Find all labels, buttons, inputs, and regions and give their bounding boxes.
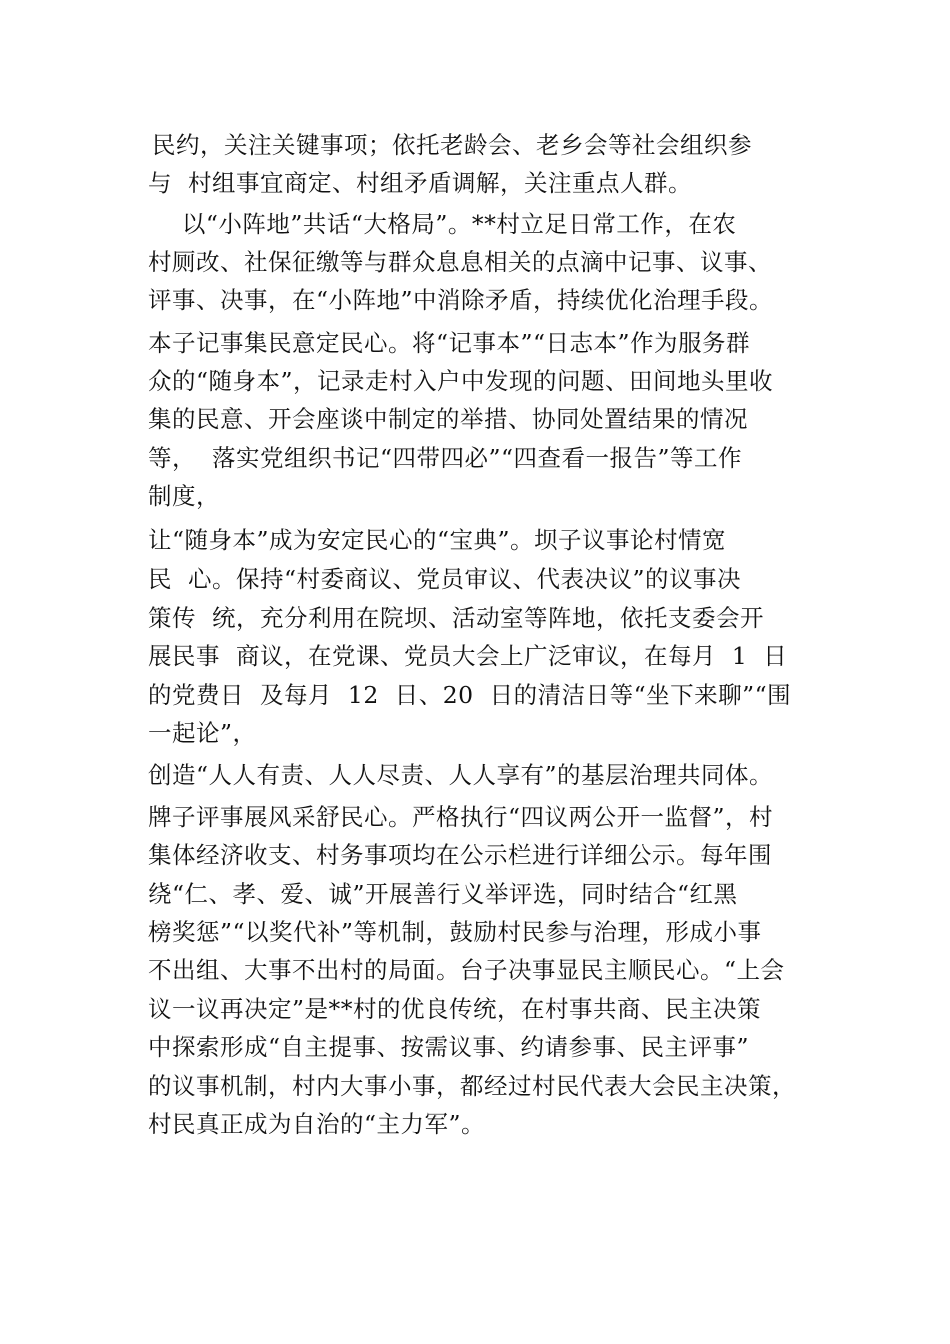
text-line-4: 村厕改、社保征缴等与群众息息相关的点滴中记事、议事、 xyxy=(148,248,772,276)
text-line-5: 评事、决事，在“小阵地”中消除矛盾，持续优化治理手段。 xyxy=(148,286,774,314)
text-line-15: 的党费日 及每月 12 日、20 日的清洁日等“坐下来聊”“围 xyxy=(148,681,792,709)
text-line-16: 一起论”， xyxy=(148,719,257,747)
text-line-11: 让“随身本”成为安定民心的“宝典”。坝子议事论村情宽 xyxy=(148,526,727,554)
text-line-6: 本子记事集民意定民心。将“记事本”“日志本”作为服务群 xyxy=(148,329,751,357)
text-line-3: 以“小阵地”共话“大格局”。**村立足日常工作，在农 xyxy=(150,210,737,238)
text-line-25: 的议事机制，村内大事小事，都经过村民代表大会民主决策， xyxy=(148,1072,796,1100)
text-line-19: 集体经济收支、村务事项均在公示栏进行详细公示。每年围 xyxy=(148,841,772,869)
text-line-9: 等， 落实党组织书记“四带四必”“四查看一报告”等工作 xyxy=(148,444,742,472)
text-line-7: 众的“随身本”，记录走村入户中发现的问题、田间地头里收 xyxy=(148,367,774,395)
text-line-17: 创造“人人有责、人人尽责、人人享有”的基层治理共同体。 xyxy=(148,761,774,789)
text-line-21: 榜奖惩”“以奖代补”等机制，鼓励村民参与治理，形成小事 xyxy=(148,918,762,946)
text-line-20: 绕“仁、孝、爱、诚”开展善行义举评选，同时结合“红黑 xyxy=(148,880,738,908)
text-line-23: 议一议再决定”是**村的优良传统，在村事共商、民主决策 xyxy=(148,995,762,1023)
text-line-26: 村民真正成为自治的“主力军”。 xyxy=(148,1110,486,1138)
text-line-8: 集的民意、开会座谈中制定的举措、协同处置结果的情况 xyxy=(148,405,748,433)
text-line-10: 制度， xyxy=(148,482,220,510)
text-line-22: 不出组、大事不出村的局面。台子决事显民主顺民心。“上会 xyxy=(148,956,785,984)
text-line-1: 民约，关注关键事项；依托老龄会、老乡会等社会组织参 xyxy=(152,131,752,159)
text-line-18: 牌子评事展风采舒民心。严格执行“四议两公开一监督”，村 xyxy=(148,803,774,831)
text-line-12: 民 心。保持“村委商议、党员审议、代表决议”的议事决 xyxy=(148,565,741,593)
text-line-2: 与 村组事宜商定、村组矛盾调解，关注重点人群。 xyxy=(148,169,692,197)
text-line-14: 展民事 商议，在党课、党员大会上广泛审议，在每月 1 日 xyxy=(148,642,788,670)
text-line-24: 中探索形成“自主提事、按需议事、约请参事、民主评事” xyxy=(148,1033,750,1061)
text-line-13: 策传 统，充分利用在院坝、活动室等阵地，依托支委会开 xyxy=(148,604,764,632)
